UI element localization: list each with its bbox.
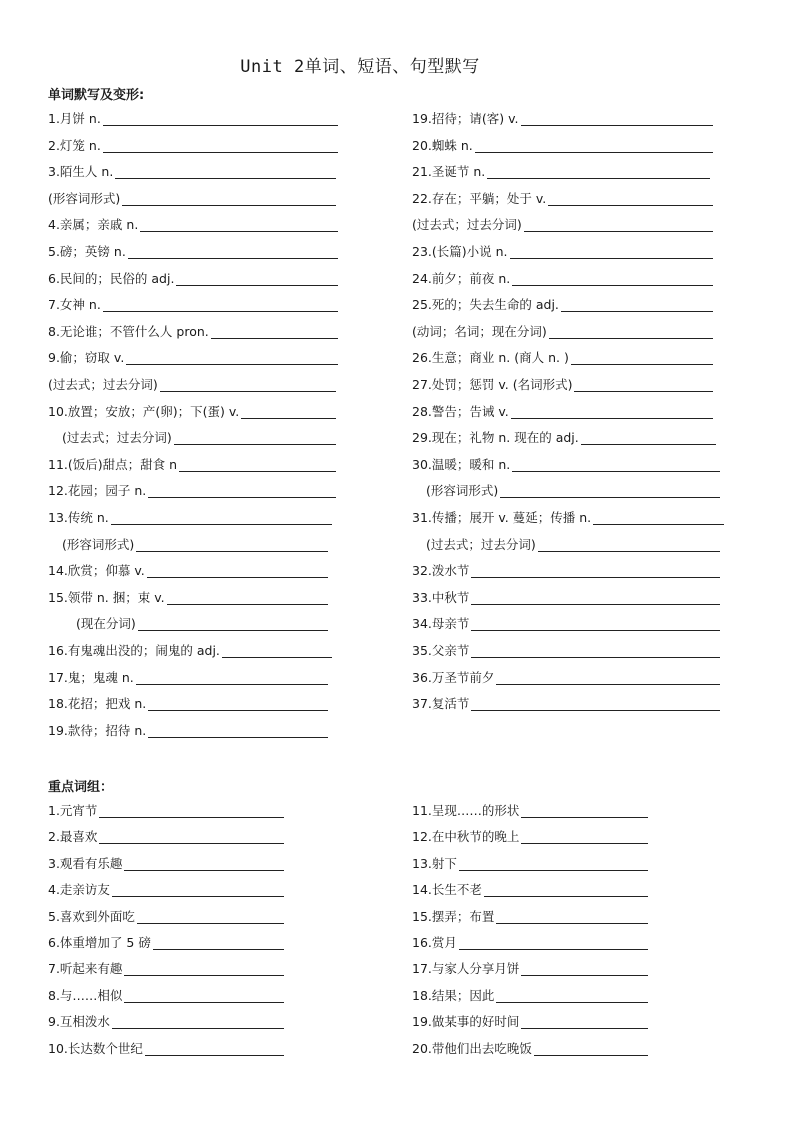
prompt-text: 33.中秋节 xyxy=(412,589,470,605)
exercise-line xyxy=(62,427,336,445)
exercise-line xyxy=(412,613,720,631)
exercise-line xyxy=(426,480,720,498)
prompt-text: 36.万圣节前夕 xyxy=(412,669,495,685)
answer-blank[interactable] xyxy=(471,592,720,605)
answer-blank[interactable] xyxy=(138,618,328,631)
prompt-text: 18.花招；把戏 n. xyxy=(48,696,147,712)
prompt-text: (动词；名词；现在分词) xyxy=(412,323,547,339)
exercise-line xyxy=(412,667,720,685)
exercise-line xyxy=(48,587,328,605)
prompt-text: 6.体重增加了 5 磅 xyxy=(48,935,151,950)
prompt-text: 5.喜欢到外面吃 xyxy=(48,908,135,924)
prompt-text: 31.传播；展开 v. 蔓延；传播 n. xyxy=(412,510,592,525)
prompt-text: 4.走亲访友 xyxy=(48,882,110,898)
exercise-line xyxy=(412,693,720,711)
prompt-text: 16.赏月 xyxy=(412,935,457,950)
answer-blank[interactable] xyxy=(496,990,648,1003)
prompt-text: 11.(饭后)甜点；甜食 n xyxy=(48,456,178,472)
prompt-text: 7.女神 n. xyxy=(48,297,101,313)
prompt-text: 11.呈现……的形状 xyxy=(412,803,520,818)
prompt-text: 27.处罚；惩罚 v. (名词形式) xyxy=(412,377,573,392)
exercise-line xyxy=(48,800,284,818)
prompt-text: 8.与……相似 xyxy=(48,987,123,1003)
answer-blank[interactable] xyxy=(521,963,648,976)
exercise-line xyxy=(412,241,713,259)
answer-blank[interactable] xyxy=(500,485,720,498)
prompt-text: 26.生意；商业 n. (商人 n. ) xyxy=(412,350,569,366)
prompt-text: 13.传统 n. xyxy=(48,510,109,525)
answer-blank[interactable] xyxy=(99,805,284,818)
answer-blank[interactable] xyxy=(167,592,328,605)
prompt-text: (现在分词) xyxy=(76,616,136,632)
prompt-text: 1.月饼 n. xyxy=(48,111,101,126)
prompt-text: 19.做某事的好时间 xyxy=(412,1014,520,1030)
prompt-text: 3.观看有乐趣 xyxy=(48,855,123,871)
exercise-line xyxy=(48,906,284,924)
prompt-text: 10.放置；安放；产(卵)；下(蛋) v. xyxy=(48,403,240,419)
prompt-text: 25.死的；失去生命的 adj. xyxy=(412,297,559,313)
exercise-line xyxy=(412,427,716,445)
answer-blank[interactable] xyxy=(475,140,713,153)
exercise-line xyxy=(48,667,328,685)
exercise-line xyxy=(412,268,713,286)
exercise-line xyxy=(412,347,713,365)
answer-blank[interactable] xyxy=(112,884,284,897)
answer-blank[interactable] xyxy=(128,246,338,259)
answer-blank[interactable] xyxy=(548,193,713,206)
answer-blank[interactable] xyxy=(148,485,336,498)
answer-blank[interactable] xyxy=(148,698,328,711)
answer-blank[interactable] xyxy=(126,352,338,365)
prompt-text: 15.领带 n. 捆；束 v. xyxy=(48,589,165,605)
exercise-line xyxy=(412,985,648,1003)
exercise-line xyxy=(48,214,338,232)
answer-blank[interactable] xyxy=(115,166,336,179)
answer-blank[interactable] xyxy=(512,459,720,472)
exercise-line xyxy=(48,720,328,738)
phrase-section-title: 重点词组： xyxy=(48,780,114,795)
exercise-line xyxy=(48,188,336,206)
exercise-line xyxy=(48,241,338,259)
vocab-section-title: 单词默写及变形: xyxy=(48,88,145,103)
answer-blank[interactable] xyxy=(124,858,284,871)
exercise-line xyxy=(412,932,648,950)
prompt-text: 12.在中秋节的晚上 xyxy=(412,829,520,845)
exercise-line xyxy=(48,507,332,525)
answer-blank[interactable] xyxy=(145,1043,284,1056)
prompt-text: 14.长生不老 xyxy=(412,882,482,898)
prompt-text: 32.泼水节 xyxy=(412,563,470,579)
answer-blank[interactable] xyxy=(471,565,720,578)
prompt-text: 29.现在；礼物 n. 现在的 adj. xyxy=(412,430,579,446)
exercise-line xyxy=(48,161,336,179)
exercise-line xyxy=(412,507,724,525)
answer-blank[interactable] xyxy=(471,645,720,658)
answer-blank[interactable] xyxy=(521,805,648,818)
answer-blank[interactable] xyxy=(137,911,284,924)
answer-blank[interactable] xyxy=(176,273,338,286)
answer-blank[interactable] xyxy=(581,432,716,445)
exercise-line xyxy=(412,640,720,658)
prompt-text: 9.偷；窃取 v. xyxy=(48,350,125,366)
answer-blank[interactable] xyxy=(538,539,720,552)
answer-blank[interactable] xyxy=(459,858,648,871)
exercise-line xyxy=(412,879,648,897)
exercise-line xyxy=(48,932,284,950)
answer-blank[interactable] xyxy=(148,725,328,738)
exercise-line xyxy=(412,108,713,126)
prompt-text: 37.复活节 xyxy=(412,696,470,712)
answer-blank[interactable] xyxy=(512,273,713,286)
exercise-line xyxy=(412,800,648,818)
exercise-line xyxy=(412,214,713,232)
exercise-line xyxy=(62,534,328,552)
exercise-line xyxy=(412,454,720,472)
prompt-text: (形容词形式) xyxy=(62,536,135,552)
prompt-text: 21.圣诞节 n. xyxy=(412,164,486,180)
exercise-line xyxy=(412,401,713,419)
exercise-line xyxy=(48,693,328,711)
answer-blank[interactable] xyxy=(124,990,284,1003)
exercise-line xyxy=(48,853,284,871)
prompt-text: (过去式；过去分词) xyxy=(62,430,172,446)
answer-blank[interactable] xyxy=(593,512,724,525)
answer-blank[interactable] xyxy=(459,937,648,950)
answer-blank[interactable] xyxy=(124,963,284,976)
prompt-text: 22.存在；平躺；处于 v. xyxy=(412,190,547,206)
prompt-text: (形容词形式) xyxy=(48,190,121,206)
answer-blank[interactable] xyxy=(510,246,713,259)
prompt-text: 20.带他们出去吃晚饭 xyxy=(412,1040,532,1056)
prompt-text: (过去式；过去分词) xyxy=(48,377,158,392)
answer-blank[interactable] xyxy=(103,140,338,153)
exercise-line xyxy=(48,374,336,392)
exercise-line xyxy=(48,321,338,339)
exercise-line xyxy=(48,826,284,844)
prompt-text: 2.灯笼 n. xyxy=(48,137,101,153)
exercise-line xyxy=(426,534,720,552)
answer-blank[interactable] xyxy=(524,219,713,232)
prompt-text: 12.花园；园子 n. xyxy=(48,483,147,499)
prompt-text: 20.蜘蛛 n. xyxy=(412,137,473,153)
answer-blank[interactable] xyxy=(160,379,336,392)
exercise-line xyxy=(412,1011,648,1029)
answer-blank[interactable] xyxy=(574,379,713,392)
prompt-text: 17.鬼；鬼魂 n. xyxy=(48,669,134,685)
prompt-text: 4.亲属；亲戚 n. xyxy=(48,217,139,233)
prompt-text: (形容词形式) xyxy=(426,483,499,499)
prompt-text: 8.无论谁；不管什么人 pron. xyxy=(48,323,209,339)
answer-blank[interactable] xyxy=(511,406,713,419)
answer-blank[interactable] xyxy=(484,884,648,897)
exercise-line xyxy=(48,958,284,976)
answer-blank[interactable] xyxy=(521,113,713,126)
prompt-text: (过去式；过去分词) xyxy=(412,217,522,233)
prompt-text: 34.母亲节 xyxy=(412,616,470,632)
prompt-text: 16.有鬼魂出没的；闹鬼的 adj. xyxy=(48,643,220,658)
prompt-text: 2.最喜欢 xyxy=(48,829,98,845)
exercise-line xyxy=(48,879,284,897)
answer-blank[interactable] xyxy=(111,512,332,525)
exercise-line xyxy=(48,268,338,286)
page-title: Unit 2单词、短语、句型默写 xyxy=(240,57,480,77)
prompt-text: 18.结果；因此 xyxy=(412,987,495,1003)
exercise-line xyxy=(412,958,648,976)
prompt-text: 1.元宵节 xyxy=(48,803,98,818)
exercise-line xyxy=(76,613,328,631)
answer-blank[interactable] xyxy=(549,326,713,339)
exercise-line xyxy=(48,454,336,472)
answer-blank[interactable] xyxy=(521,831,648,844)
answer-blank[interactable] xyxy=(496,672,720,685)
exercise-line xyxy=(48,108,338,126)
prompt-text: (过去式；过去分词) xyxy=(426,536,536,552)
prompt-text: 23.(长篇)小说 n. xyxy=(412,244,508,259)
answer-blank[interactable] xyxy=(471,618,720,631)
exercise-line xyxy=(412,135,713,153)
answer-blank[interactable] xyxy=(112,1016,284,1029)
answer-blank[interactable] xyxy=(136,672,328,685)
answer-blank[interactable] xyxy=(174,432,336,445)
exercise-line xyxy=(48,294,338,312)
exercise-line xyxy=(48,401,336,419)
exercise-line xyxy=(48,1011,284,1029)
answer-blank[interactable] xyxy=(179,459,336,472)
prompt-text: 3.陌生人 n. xyxy=(48,164,114,180)
answer-blank[interactable] xyxy=(136,539,328,552)
exercise-line xyxy=(412,560,720,578)
exercise-line xyxy=(412,161,710,179)
prompt-text: 14.欣赏；仰慕 v. xyxy=(48,563,145,579)
prompt-text: 5.磅；英镑 n. xyxy=(48,244,126,259)
answer-blank[interactable] xyxy=(103,113,338,126)
answer-blank[interactable] xyxy=(211,326,338,339)
prompt-text: 10.长达数个世纪 xyxy=(48,1040,143,1056)
answer-blank[interactable] xyxy=(571,352,713,365)
prompt-text: 28.警告；告诫 v. xyxy=(412,403,509,419)
answer-blank[interactable] xyxy=(521,1016,648,1029)
answer-blank[interactable] xyxy=(487,166,710,179)
exercise-line xyxy=(48,640,332,658)
answer-blank[interactable] xyxy=(534,1043,648,1056)
answer-blank[interactable] xyxy=(561,299,713,312)
prompt-text: 30.温暖；暖和 n. xyxy=(412,456,511,472)
exercise-line xyxy=(48,560,328,578)
exercise-line xyxy=(48,347,338,365)
answer-blank[interactable] xyxy=(222,645,332,658)
answer-blank[interactable] xyxy=(496,911,648,924)
exercise-line xyxy=(412,826,648,844)
exercise-line xyxy=(48,1038,284,1056)
answer-blank[interactable] xyxy=(122,193,336,206)
exercise-line xyxy=(48,135,338,153)
prompt-text: 19.款待；招待 n. xyxy=(48,722,147,738)
exercise-line xyxy=(412,906,648,924)
prompt-text: 15.摆弄；布置 xyxy=(412,908,495,924)
exercise-line xyxy=(48,480,336,498)
prompt-text: 17.与家人分享月饼 xyxy=(412,961,520,977)
exercise-line xyxy=(412,853,648,871)
prompt-text: 19.招待；请(客) v. xyxy=(412,111,519,126)
answer-blank[interactable] xyxy=(103,299,338,312)
exercise-line xyxy=(412,294,713,312)
prompt-text: 35.父亲节 xyxy=(412,643,470,658)
exercise-line xyxy=(48,985,284,1003)
prompt-text: 7.听起来有趣 xyxy=(48,961,123,977)
exercise-line xyxy=(412,1038,648,1056)
answer-blank[interactable] xyxy=(99,831,284,844)
exercise-line xyxy=(412,374,713,392)
answer-blank[interactable] xyxy=(140,219,338,232)
prompt-text: 13.射下 xyxy=(412,855,457,871)
answer-blank[interactable] xyxy=(147,565,328,578)
answer-blank[interactable] xyxy=(241,406,336,419)
exercise-line xyxy=(412,188,713,206)
prompt-text: 6.民间的；民俗的 adj. xyxy=(48,270,175,286)
answer-blank[interactable] xyxy=(471,698,720,711)
exercise-line xyxy=(412,587,720,605)
prompt-text: 24.前夕；前夜 n. xyxy=(412,270,511,286)
exercise-line xyxy=(412,321,713,339)
prompt-text: 9.互相泼水 xyxy=(48,1014,110,1030)
answer-blank[interactable] xyxy=(153,937,284,950)
